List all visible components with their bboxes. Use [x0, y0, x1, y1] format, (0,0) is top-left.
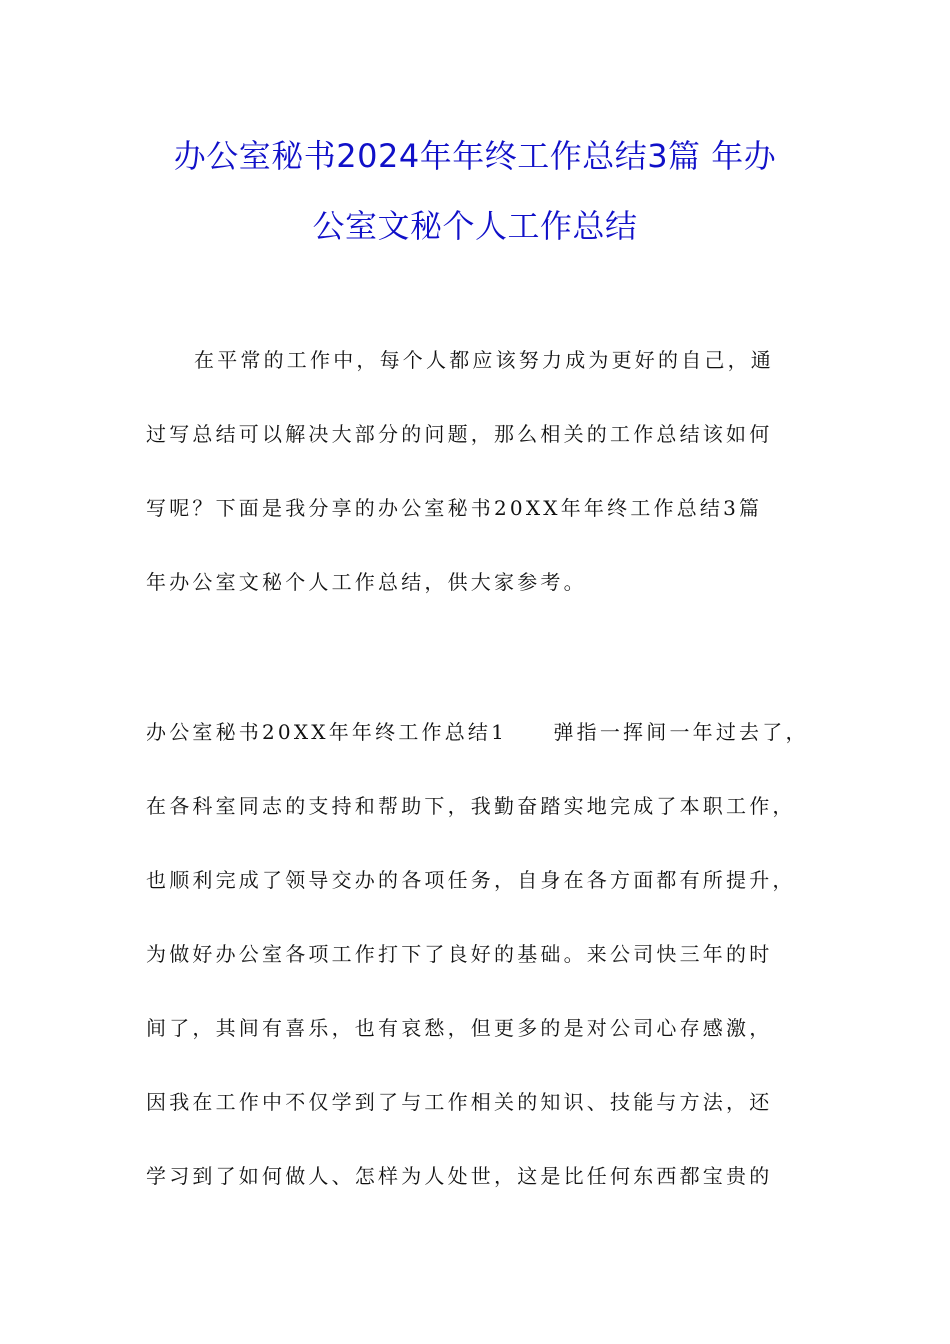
body-paragraph-line-7: 学习到了如何做人、怎样为人处世，这是比任何东西都宝贵的 — [146, 1164, 773, 1188]
intro-paragraph-line-4: 年办公室文秘个人工作总结，供大家参考。 — [146, 570, 587, 594]
body-paragraph-line-6: 因我在工作中不仅学到了与工作相关的知识、技能与方法，还 — [146, 1090, 773, 1114]
body-paragraph-line-2: 在各科室同志的支持和帮助下，我勤奋踏实地完成了本职工作， — [146, 794, 796, 818]
intro-paragraph-line-2: 过写总结可以解决大部分的问题，那么相关的工作总结该如何 — [146, 422, 773, 446]
body-paragraph-line-5: 间了，其间有喜乐，也有哀愁，但更多的是对公司心存感激， — [146, 1016, 773, 1040]
body-paragraph-line-4: 为做好办公室各项工作打下了良好的基础。来公司快三年的时 — [146, 942, 773, 966]
intro-paragraph-line-1: 在平常的工作中，每个人都应该努力成为更好的自己，通 — [194, 348, 774, 372]
intro-paragraph-line-3: 写呢？下面是我分享的办公室秘书20XX年年终工作总结3篇 — [146, 496, 763, 520]
body-paragraph-line-3: 也顺利完成了领导交办的各项任务，自身在各方面都有所提升， — [146, 868, 796, 892]
document-title-line-2: 公室文秘个人工作总结 — [312, 207, 638, 245]
body-paragraph-line-1: 办公室秘书20XX年年终工作总结1 弹指一挥间一年过去了， — [146, 720, 809, 744]
document-title-line-1: 办公室秘书2024年年终工作总结3篇 年办 — [173, 137, 777, 175]
